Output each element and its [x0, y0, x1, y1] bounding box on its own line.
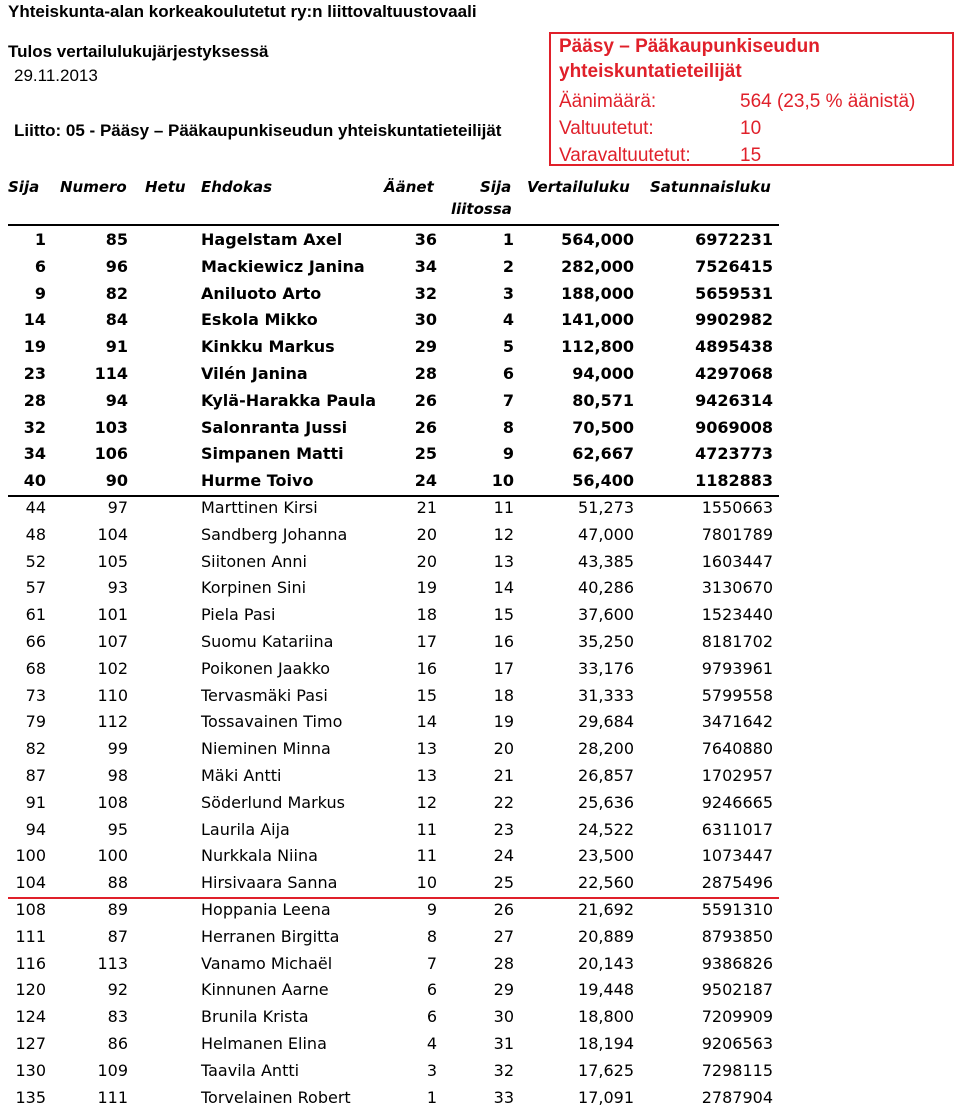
cell-ehdokas: Poikonen Jaakko [201, 658, 331, 678]
cell-sija: 94 [25, 819, 46, 839]
cell-sija-liitossa: 9 [502, 444, 514, 464]
cell-numero: 87 [107, 926, 128, 946]
table-row [0, 954, 800, 980]
cell-ehdokas: Korpinen Sini [201, 578, 307, 598]
cell-sija-liitossa: 5 [502, 337, 514, 357]
cell-sija: 44 [25, 498, 46, 517]
table-row [0, 1088, 800, 1114]
cell-numero: 108 [97, 792, 128, 812]
cell-aanet: 28 [414, 364, 437, 383]
cell-vertailuluku: 23,500 [578, 846, 634, 866]
cell-vertailuluku: 26,857 [578, 766, 634, 785]
cell-numero: 84 [105, 310, 128, 330]
cell-aanet: 19 [416, 578, 437, 598]
cell-satunnaisluku: 6972231 [695, 230, 773, 249]
cell-satunnaisluku: 8181702 [701, 632, 773, 651]
cell-numero: 105 [97, 551, 128, 571]
cell-sija-liitossa: 26 [493, 900, 514, 919]
page-subtitle: Tulos vertailulukujärjestyksessä [8, 42, 269, 61]
cell-sija-liitossa: 16 [493, 632, 514, 651]
table-row [0, 257, 800, 283]
cell-vertailuluku: 141,000 [561, 310, 634, 330]
cell-vertailuluku: 37,600 [578, 605, 634, 625]
cell-sija-liitossa: 29 [493, 980, 514, 1000]
cell-satunnaisluku: 7209909 [701, 1007, 773, 1027]
cell-sija-liitossa: 6 [502, 364, 514, 383]
cell-sija: 9 [34, 283, 46, 303]
col-header-sija-liitossa: Sija [480, 178, 512, 196]
cell-sija: 14 [23, 310, 46, 330]
cell-sija-liitossa: 24 [493, 846, 514, 866]
table-row [0, 364, 800, 390]
cell-satunnaisluku: 5659531 [695, 283, 773, 303]
cell-sija-liitossa: 22 [493, 792, 514, 812]
cell-aanet: 36 [414, 230, 437, 249]
table-row [0, 1034, 800, 1060]
delegates-value: 10 [740, 118, 762, 139]
cell-aanet: 25 [414, 444, 437, 464]
date: 29.11.2013 [14, 66, 98, 85]
cell-numero: 98 [107, 766, 128, 785]
cell-sija: 34 [23, 444, 46, 464]
votes-label: Äänimäärä: [559, 91, 657, 112]
cell-aanet: 20 [416, 551, 437, 571]
cell-sija-liitossa: 15 [493, 605, 514, 625]
cell-aanet: 10 [416, 873, 437, 893]
cell-aanet: 11 [416, 846, 437, 866]
cell-numero: 114 [94, 364, 128, 383]
cell-sija-liitossa: 1 [502, 230, 514, 249]
cell-aanet: 26 [414, 417, 437, 437]
cell-satunnaisluku: 1073447 [701, 846, 773, 866]
cell-satunnaisluku: 5799558 [701, 685, 773, 705]
cell-sija: 116 [15, 953, 46, 973]
cell-satunnaisluku: 9069008 [695, 417, 773, 437]
cell-aanet: 26 [414, 390, 437, 410]
cell-aanet: 13 [416, 766, 437, 785]
cell-satunnaisluku: 1523440 [701, 605, 773, 625]
cell-satunnaisluku: 9902982 [695, 310, 773, 330]
cell-aanet: 30 [414, 310, 437, 330]
col-header-vertailuluku: Vertailuluku [527, 178, 630, 196]
table-row [0, 632, 800, 658]
cell-sija: 66 [25, 632, 46, 651]
col-header-hetu: Hetu [145, 178, 186, 196]
table-row [0, 605, 800, 631]
cell-vertailuluku: 28,200 [578, 739, 634, 759]
cell-sija: 130 [15, 1060, 46, 1080]
cell-ehdokas: Vilén Janina [201, 364, 308, 383]
cell-vertailuluku: 17,091 [578, 1087, 634, 1107]
cell-vertailuluku: 112,800 [561, 337, 634, 357]
cell-numero: 92 [107, 980, 128, 1000]
cell-ehdokas: Sandberg Johanna [201, 524, 348, 544]
cell-ehdokas: Kinkku Markus [201, 337, 335, 357]
cell-satunnaisluku: 7801789 [701, 524, 773, 544]
cell-satunnaisluku: 9206563 [701, 1034, 773, 1053]
cell-ehdokas: Hoppania Leena [201, 900, 331, 919]
cell-numero: 109 [97, 1060, 128, 1080]
cell-sija-liitossa: 8 [502, 417, 514, 437]
cell-sija-liitossa: 12 [493, 524, 514, 544]
cell-sija-liitossa: 4 [502, 310, 514, 330]
cell-sija-liitossa: 19 [493, 712, 514, 732]
table-row [0, 686, 800, 712]
cell-numero: 107 [97, 632, 128, 651]
table-row [0, 444, 800, 470]
cell-sija: 57 [25, 578, 46, 598]
table-row [0, 927, 800, 953]
cell-vertailuluku: 188,000 [561, 283, 634, 303]
cell-ehdokas: Brunila Krista [201, 1007, 309, 1027]
cell-sija: 127 [15, 1034, 46, 1053]
cell-aanet: 18 [416, 605, 437, 625]
cell-satunnaisluku: 3130670 [701, 578, 773, 598]
cell-sija-liitossa: 14 [493, 578, 514, 598]
cell-numero: 85 [105, 230, 128, 249]
cell-numero: 96 [105, 256, 128, 276]
table-row [0, 471, 800, 497]
cell-sija-liitossa: 33 [493, 1087, 514, 1107]
cell-ehdokas: Marttinen Kirsi [201, 498, 318, 517]
cell-numero: 97 [107, 498, 128, 517]
cell-satunnaisluku: 1182883 [695, 471, 773, 491]
cell-ehdokas: Tervasmäki Pasi [201, 685, 328, 705]
cell-sija: 19 [23, 337, 46, 357]
cell-numero: 106 [94, 444, 128, 464]
cell-sija-liitossa: 21 [493, 766, 514, 785]
cell-numero: 112 [97, 712, 128, 732]
cell-sija-liitossa: 3 [502, 283, 514, 303]
table-row [0, 310, 800, 336]
cell-sija-liitossa: 2 [502, 256, 514, 276]
table-row [0, 337, 800, 363]
summary-box [549, 32, 954, 166]
cell-sija-liitossa: 13 [493, 551, 514, 571]
cell-numero: 102 [97, 658, 128, 678]
cell-vertailuluku: 18,800 [578, 1007, 634, 1027]
cell-sija-liitossa: 10 [491, 471, 514, 491]
cell-vertailuluku: 62,667 [572, 444, 634, 464]
cell-sija-liitossa: 11 [493, 498, 514, 517]
cell-aanet: 21 [416, 498, 437, 517]
cell-vertailuluku: 70,500 [572, 417, 634, 437]
col-header-sija: Sija [8, 178, 40, 196]
cell-ehdokas: Hagelstam Axel [201, 230, 343, 249]
cell-aanet: 12 [416, 792, 437, 812]
cell-satunnaisluku: 7640880 [701, 739, 773, 759]
cell-ehdokas: Salonranta Jussi [201, 417, 348, 437]
cell-vertailuluku: 51,273 [578, 498, 634, 517]
cell-vertailuluku: 31,333 [578, 685, 634, 705]
cell-vertailuluku: 22,560 [578, 873, 634, 893]
deputies-divider [8, 897, 779, 899]
cell-numero: 88 [107, 873, 128, 893]
cell-vertailuluku: 80,571 [572, 390, 634, 410]
cell-numero: 86 [107, 1034, 128, 1053]
cell-vertailuluku: 25,636 [578, 792, 634, 812]
cell-ehdokas: Simpanen Matti [201, 444, 344, 464]
cell-sija: 48 [25, 524, 46, 544]
table-row [0, 659, 800, 685]
organization-title: Yhteiskunta-alan korkeakoulutetut ry:n liittovaltuustovaali [8, 2, 477, 21]
cell-aanet: 1 [426, 1087, 437, 1107]
summary-line1: Pääsy – Pääkaupunkiseudun [559, 36, 820, 57]
elected-divider [8, 495, 779, 497]
votes-value: 564 (23,5 % äänistä) [740, 91, 916, 112]
cell-vertailuluku: 47,000 [578, 524, 634, 544]
table-row [0, 525, 800, 551]
col-header-numero: Numero [60, 178, 127, 196]
cell-ehdokas: Piela Pasi [201, 605, 276, 625]
cell-vertailuluku: 94,000 [572, 364, 634, 383]
cell-sija-liitossa: 28 [493, 953, 514, 973]
summary-line2: yhteiskuntatieteilijät [559, 61, 742, 82]
liitto-title: Liitto: 05 - Pääsy – Pääkaupunkiseudun yhteiskuntatieteilijät [14, 121, 502, 140]
cell-satunnaisluku: 1550663 [701, 498, 773, 517]
cell-numero: 101 [97, 605, 128, 625]
cell-sija: 52 [25, 551, 46, 571]
cell-ehdokas: Hurme Toivo [201, 471, 314, 491]
cell-ehdokas: Vanamo Michaël [201, 953, 333, 973]
cell-vertailuluku: 18,194 [578, 1034, 634, 1053]
cell-numero: 89 [107, 900, 128, 919]
cell-numero: 91 [105, 337, 128, 357]
cell-vertailuluku: 35,250 [578, 632, 634, 651]
cell-ehdokas: Taavila Antti [201, 1060, 300, 1080]
cell-ehdokas: Tossavainen Timo [201, 712, 343, 732]
cell-aanet: 13 [416, 739, 437, 759]
table-row [0, 873, 800, 899]
cell-satunnaisluku: 2875496 [701, 873, 773, 893]
cell-satunnaisluku: 4297068 [695, 364, 773, 383]
cell-satunnaisluku: 8793850 [701, 926, 773, 946]
table-row [0, 284, 800, 310]
cell-ehdokas: Hirsivaara Sanna [201, 873, 338, 893]
cell-satunnaisluku: 6311017 [701, 819, 773, 839]
table-row [0, 578, 800, 604]
cell-satunnaisluku: 4895438 [695, 337, 773, 357]
cell-aanet: 29 [414, 337, 437, 357]
cell-ehdokas: Nurkkala Niina [201, 846, 318, 866]
cell-ehdokas: Siitonen Anni [201, 551, 307, 571]
table-row [0, 1007, 800, 1033]
cell-sija-liitossa: 23 [493, 819, 514, 839]
cell-vertailuluku: 20,889 [578, 926, 634, 946]
cell-sija: 61 [25, 605, 46, 625]
table-row [0, 739, 800, 765]
cell-sija: 23 [23, 364, 46, 383]
cell-vertailuluku: 56,400 [572, 471, 634, 491]
table-row [0, 418, 800, 444]
cell-numero: 104 [97, 524, 128, 544]
cell-sija: 100 [15, 846, 46, 866]
col-header-ehdokas: Ehdokas [201, 178, 272, 196]
cell-numero: 110 [97, 685, 128, 705]
cell-ehdokas: Mackiewicz Janina [201, 256, 365, 276]
cell-ehdokas: Torvelainen Robert [201, 1087, 351, 1107]
table-row [0, 230, 800, 256]
cell-sija: 108 [15, 900, 46, 919]
table-row [0, 391, 800, 417]
table-row [0, 900, 800, 926]
deputies-value: 15 [740, 145, 762, 166]
cell-sija: 124 [15, 1007, 46, 1027]
cell-aanet: 24 [414, 471, 437, 491]
cell-vertailuluku: 40,286 [578, 578, 634, 598]
cell-satunnaisluku: 9793961 [701, 658, 773, 678]
col-header-satunnaisluku: Satunnaisluku [650, 178, 771, 196]
cell-sija: 40 [23, 471, 46, 491]
cell-satunnaisluku: 4723773 [695, 444, 773, 464]
cell-ehdokas: Eskola Mikko [201, 310, 318, 330]
table-row [0, 1061, 800, 1087]
cell-sija-liitossa: 7 [502, 390, 514, 410]
cell-satunnaisluku: 1603447 [701, 551, 773, 571]
table-row [0, 712, 800, 738]
cell-sija: 73 [25, 685, 46, 705]
col-header-aanet: Äänet [384, 178, 434, 196]
table-row [0, 980, 800, 1006]
cell-sija-liitossa: 27 [493, 926, 514, 946]
cell-ehdokas: Suomu Katariina [201, 632, 334, 651]
cell-sija-liitossa: 30 [493, 1007, 514, 1027]
cell-vertailuluku: 21,692 [578, 900, 634, 919]
cell-ehdokas: Aniluoto Arto [201, 283, 322, 303]
cell-satunnaisluku: 9386826 [701, 953, 773, 973]
cell-sija-liitossa: 25 [493, 873, 514, 893]
cell-ehdokas: Kinnunen Aarne [201, 980, 329, 1000]
cell-ehdokas: Laurila Aija [201, 819, 290, 839]
cell-ehdokas: Herranen Birgitta [201, 926, 340, 946]
cell-sija: 6 [34, 256, 46, 276]
cell-ehdokas: Mäki Antti [201, 766, 282, 785]
cell-sija-liitossa: 32 [493, 1060, 514, 1080]
cell-sija: 79 [25, 712, 46, 732]
cell-sija: 28 [23, 390, 46, 410]
cell-sija: 111 [15, 926, 46, 946]
cell-numero: 93 [107, 578, 128, 598]
cell-vertailuluku: 19,448 [578, 980, 634, 1000]
table-row [0, 846, 800, 872]
cell-numero: 90 [105, 471, 128, 491]
col-header-liitossa: liitossa [451, 200, 512, 218]
cell-vertailuluku: 33,176 [578, 658, 634, 678]
table-row [0, 766, 800, 792]
cell-aanet: 11 [416, 819, 437, 839]
table-row [0, 820, 800, 846]
cell-ehdokas: Söderlund Markus [201, 792, 345, 812]
cell-sija-liitossa: 31 [493, 1034, 514, 1053]
cell-ehdokas: Nieminen Minna [201, 739, 331, 759]
cell-numero: 94 [105, 390, 128, 410]
cell-aanet: 16 [416, 658, 437, 678]
cell-ehdokas: Kylä-Harakka Paula [201, 390, 377, 410]
delegates-label: Valtuutetut: [559, 118, 654, 139]
cell-satunnaisluku: 9246665 [701, 792, 773, 812]
cell-sija-liitossa: 17 [493, 658, 514, 678]
cell-vertailuluku: 29,684 [578, 712, 634, 732]
cell-sija: 32 [23, 417, 46, 437]
cell-aanet: 15 [416, 685, 437, 705]
cell-sija: 91 [25, 792, 46, 812]
cell-numero: 82 [105, 283, 128, 303]
cell-aanet: 6 [426, 980, 437, 1000]
cell-numero: 113 [97, 953, 128, 973]
cell-vertailuluku: 282,000 [561, 256, 634, 276]
table-row [0, 793, 800, 819]
cell-numero: 99 [107, 739, 128, 759]
cell-numero: 100 [97, 846, 128, 866]
cell-satunnaisluku: 1702957 [701, 766, 773, 785]
cell-vertailuluku: 564,000 [561, 230, 634, 249]
cell-satunnaisluku: 5591310 [701, 900, 773, 919]
cell-aanet: 7 [426, 953, 437, 973]
cell-aanet: 17 [416, 632, 437, 651]
cell-numero: 103 [94, 417, 128, 437]
cell-aanet: 6 [426, 1007, 437, 1027]
cell-aanet: 34 [414, 256, 437, 276]
cell-vertailuluku: 43,385 [578, 551, 634, 571]
table-row [0, 498, 800, 524]
cell-satunnaisluku: 7526415 [695, 256, 773, 276]
deputies-label: Varavaltuutetut: [559, 145, 691, 166]
cell-numero: 111 [97, 1087, 128, 1107]
cell-satunnaisluku: 9502187 [701, 980, 773, 1000]
cell-satunnaisluku: 3471642 [701, 712, 773, 732]
cell-aanet: 8 [426, 926, 437, 946]
cell-sija-liitossa: 18 [493, 685, 514, 705]
cell-satunnaisluku: 9426314 [695, 390, 773, 410]
table-row [0, 552, 800, 578]
cell-satunnaisluku: 2787904 [701, 1087, 773, 1107]
cell-aanet: 9 [426, 900, 437, 919]
cell-vertailuluku: 17,625 [578, 1060, 634, 1080]
cell-sija: 120 [15, 980, 46, 1000]
cell-vertailuluku: 20,143 [578, 953, 634, 973]
cell-sija: 68 [25, 658, 46, 678]
cell-aanet: 4 [426, 1034, 437, 1053]
cell-numero: 83 [107, 1007, 128, 1027]
cell-vertailuluku: 24,522 [578, 819, 634, 839]
cell-sija: 135 [15, 1087, 46, 1107]
cell-aanet: 32 [414, 283, 437, 303]
cell-numero: 95 [107, 819, 128, 839]
cell-aanet: 3 [426, 1060, 437, 1080]
cell-aanet: 20 [416, 524, 437, 544]
header-divider [8, 224, 779, 226]
cell-ehdokas: Helmanen Elina [201, 1034, 327, 1053]
cell-sija-liitossa: 20 [493, 739, 514, 759]
cell-sija: 82 [25, 739, 46, 759]
cell-sija: 87 [25, 766, 46, 785]
cell-aanet: 14 [416, 712, 437, 732]
cell-sija: 1 [34, 230, 46, 249]
cell-sija: 104 [15, 873, 46, 893]
cell-satunnaisluku: 7298115 [701, 1060, 773, 1080]
